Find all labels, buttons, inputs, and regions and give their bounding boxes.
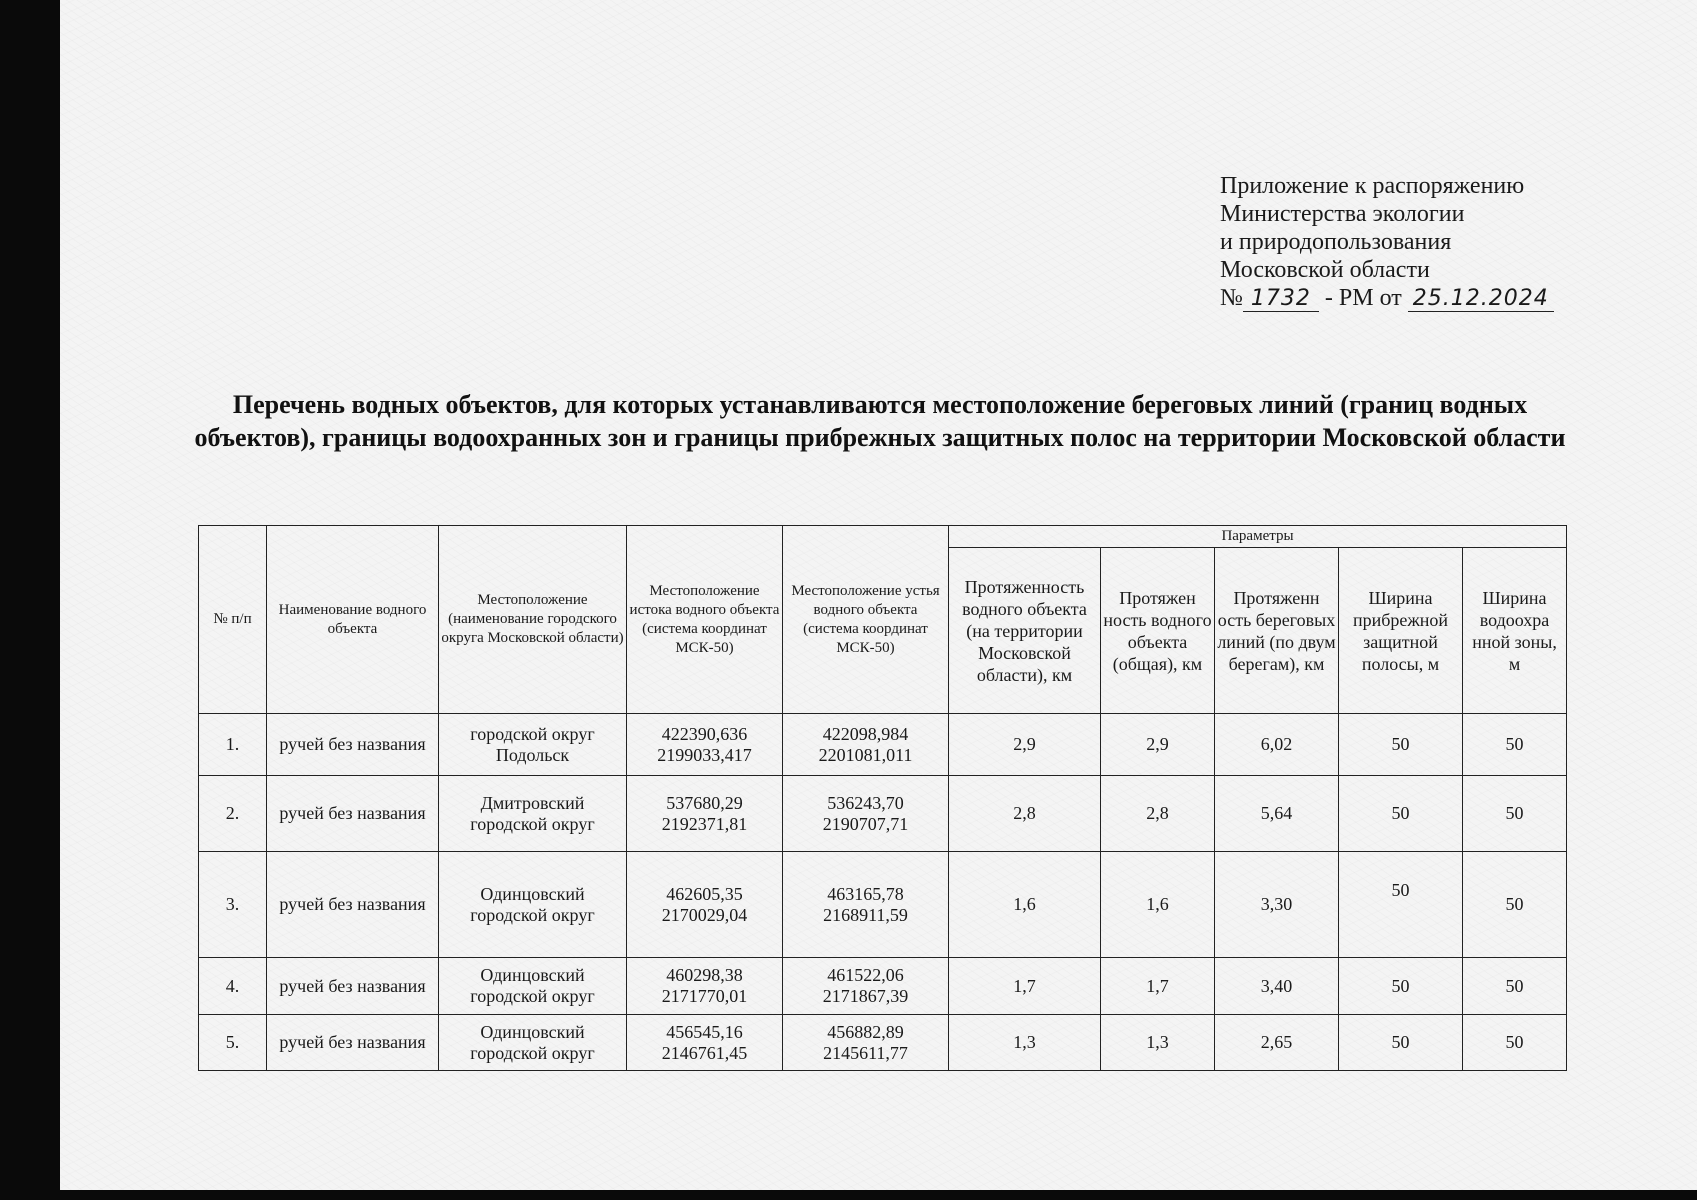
cell-width-coastal: 50: [1339, 1015, 1463, 1071]
cell-name: ручей без названия: [267, 776, 439, 852]
order-suffix: - РМ от: [1324, 285, 1402, 311]
scan-border-bottom: [0, 1190, 1697, 1200]
cell-len-shore: 5,64: [1215, 776, 1339, 852]
cell-mouth: 456882,89 2145611,77: [783, 1015, 949, 1071]
number-sign: №: [1220, 285, 1243, 311]
cell-name: ручей без названия: [267, 714, 439, 776]
cell-mouth: 461522,06 2171867,39: [783, 958, 949, 1015]
cell-len-total: 1,7: [1101, 958, 1215, 1015]
header-location: Местоположение (наименование городского округа Московской области): [439, 526, 627, 714]
cell-location: Дмитровский городской округ: [439, 776, 627, 852]
cell-source: 456545,16 2146761,45: [627, 1015, 783, 1071]
cell-width-water: 50: [1463, 958, 1567, 1015]
table-row: [199, 958, 1567, 1015]
water-objects-table: [198, 525, 1567, 1071]
cell-width-coastal: 50: [1339, 776, 1463, 852]
header-len-total: Протяжен ность водного объекта (общая), км: [1101, 548, 1215, 714]
scan-border-left: [0, 0, 60, 1200]
header-params: Параметры: [949, 526, 1567, 548]
cell-width-water: 50: [1463, 714, 1567, 776]
appendix-line: и природопользования: [1220, 229, 1452, 255]
cell-source: 422390,636 2199033,417: [627, 714, 783, 776]
cell-no: 3.: [199, 852, 267, 958]
header-len-region: Протяженность водного объекта (на территории Московской области), км: [949, 548, 1101, 714]
cell-no: 1.: [199, 714, 267, 776]
cell-mouth: 463165,78 2168911,59: [783, 852, 949, 958]
appendix-line: Министерства экологии: [1220, 201, 1465, 227]
cell-len-region: 2,9: [949, 714, 1101, 776]
cell-name: ручей без названия: [267, 852, 439, 958]
appendix-order-line: [1220, 284, 1600, 312]
appendix-line: Приложение к распоряжению: [1220, 173, 1525, 199]
cell-len-total: 1,6: [1101, 852, 1215, 958]
order-number: 1732: [1243, 287, 1319, 312]
cell-width-water: 50: [1463, 852, 1567, 958]
header-width-coastal: Ширина прибрежной защитной полосы, м: [1339, 548, 1463, 714]
cell-width-water: 50: [1463, 776, 1567, 852]
cell-len-region: 1,7: [949, 958, 1101, 1015]
cell-len-shore: 3,40: [1215, 958, 1339, 1015]
table-row: [199, 1015, 1567, 1071]
table-row: [199, 776, 1567, 852]
cell-source: 537680,29 2192371,81: [627, 776, 783, 852]
appendix-block: [1220, 172, 1600, 312]
cell-location: Одинцовский городской округ: [439, 958, 627, 1015]
cell-location: Одинцовский городской округ: [439, 852, 627, 958]
cell-no: 5.: [199, 1015, 267, 1071]
cell-len-region: 2,8: [949, 776, 1101, 852]
cell-width-coastal: 50: [1339, 958, 1463, 1015]
order-date: 25.12.2024: [1408, 287, 1554, 312]
cell-len-region: 1,6: [949, 852, 1101, 958]
cell-source: 462605,35 2170029,04: [627, 852, 783, 958]
cell-name: ручей без названия: [267, 1015, 439, 1071]
cell-len-total: 2,8: [1101, 776, 1215, 852]
cell-width-coastal: 50: [1339, 852, 1463, 958]
cell-location: Одинцовский городской округ: [439, 1015, 627, 1071]
header-len-shore: Протяженн ость береговых линий (по двум берегам), км: [1215, 548, 1339, 714]
cell-name: ручей без названия: [267, 958, 439, 1015]
header-mouth: Местоположение устья водного объекта (система координат МСК-50): [783, 526, 949, 714]
cell-len-total: 1,3: [1101, 1015, 1215, 1071]
table-row: [199, 852, 1567, 958]
cell-len-total: 2,9: [1101, 714, 1215, 776]
cell-width-coastal: 50: [1339, 714, 1463, 776]
cell-location: городской округ Подольск: [439, 714, 627, 776]
header-source: Местоположение истока водного объекта (система координат МСК-50): [627, 526, 783, 714]
cell-width-water: 50: [1463, 1015, 1567, 1071]
header-name: Наименование водного объекта: [267, 526, 439, 714]
cell-mouth: 536243,70 2190707,71: [783, 776, 949, 852]
header-row: [199, 526, 1567, 548]
cell-len-shore: 6,02: [1215, 714, 1339, 776]
cell-source: 460298,38 2171770,01: [627, 958, 783, 1015]
appendix-line: Московской области: [1220, 257, 1430, 283]
header-width-water: Ширина водоохра нной зоны, м: [1463, 548, 1567, 714]
table-row: [199, 714, 1567, 776]
cell-len-region: 1,3: [949, 1015, 1101, 1071]
cell-no: 2.: [199, 776, 267, 852]
cell-len-shore: 3,30: [1215, 852, 1339, 958]
cell-no: 4.: [199, 958, 267, 1015]
cell-len-shore: 2,65: [1215, 1015, 1339, 1071]
cell-mouth: 422098,984 2201081,011: [783, 714, 949, 776]
header-no: № п/п: [199, 526, 267, 714]
document-title: Перечень водных объектов, для которых устанавливаются местоположение береговых линий (границ водных объектов), границы водоохранных зон и границы прибрежных защитных полос на территории Московской области: [194, 390, 1566, 452]
